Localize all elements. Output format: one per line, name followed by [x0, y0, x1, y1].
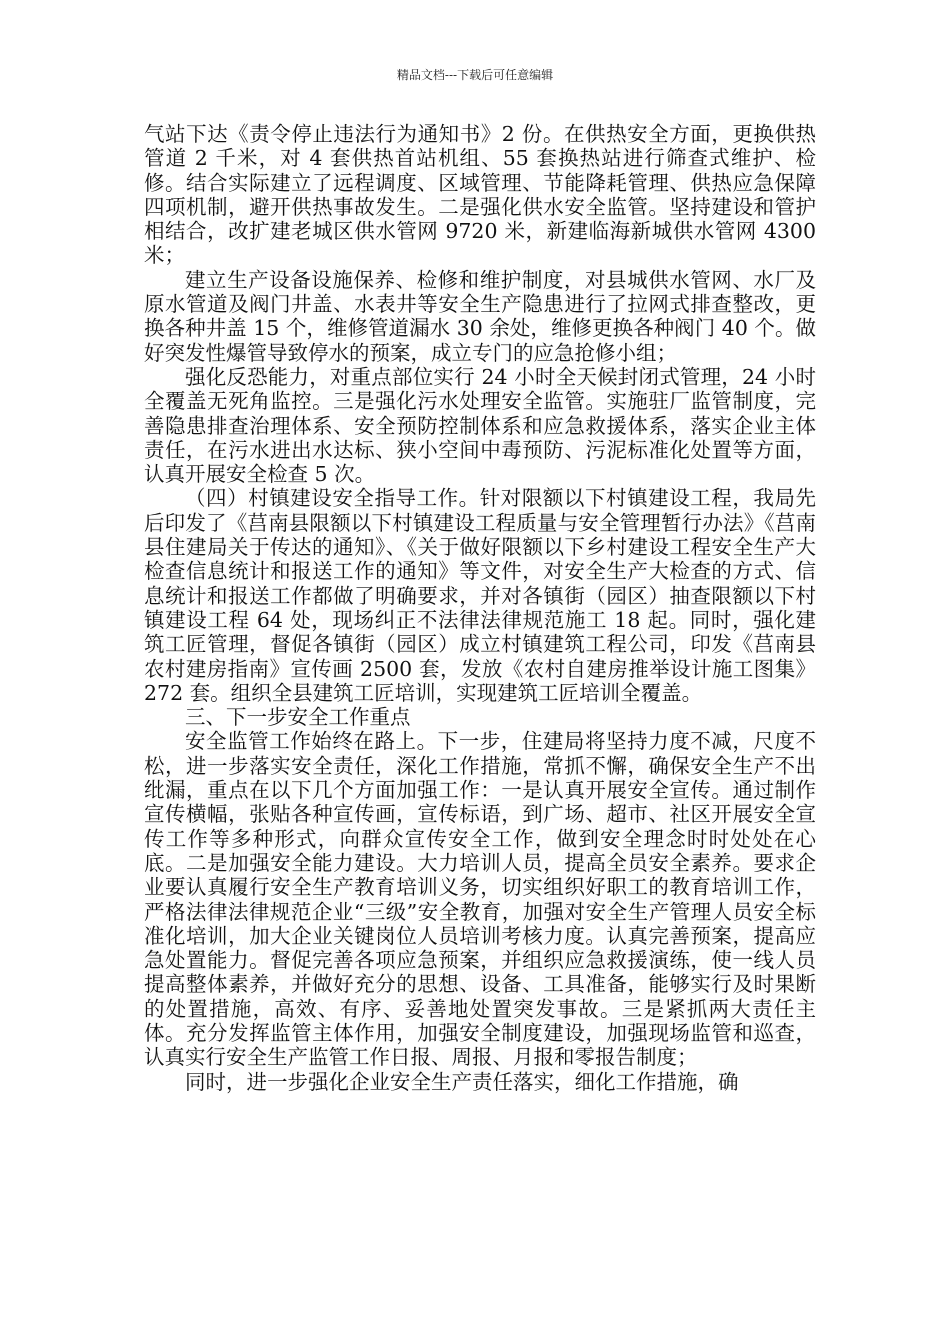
- paragraph-village-construction: （四）村镇建设安全指导工作。针对限额以下村镇建设工程，我局先后印发了《莒南县限额以下村镇建设工程质量与安全管理暂行办法》《莒南县住建局关于传达的通知》、《关于做好限额以下乡村建设工程安全生产大检查信息统计和报送工作的通知》等文件，对安全生产大检查的方式、信息统计和报送工作都做了明确要求，并对各镇街（园区）抽查限额以下村镇建设工程 64 处，现场纠正不法律法律规范施工 18 起。同时，强化建筑工匠管理，督促各镇街（园区）成立村镇建筑工程公司，印发《莒南县农村建房指南》宣传画 2500 套，发放《农村自建房推举设计施工图集》272 套。组织全县建筑工匠培训，实现建筑工匠培训全覆盖。: [144, 486, 816, 705]
- paragraph-equipment-maintenance: 建立生产设备设施保养、检修和维护制度，对县城供水管网、水厂及原水管道及阀门井盖、水表井等安全生产隐患进行了拉网式排查整改，更换各种井盖 15 个，维修管道漏水 30 余处，维修更换各种阀门 40 个。做好突发性爆管导致停水的预案，成立专门的应急抢修小组；: [144, 267, 816, 365]
- paragraph-heating-water-supply: 气站下达《责令停止违法行为通知书》2 份。在供热安全方面，更换供热管道 2 千米，对 4 套供热首站机组、55 套换热站进行筛查式维护、检修。结合实际建立了远程调度、区域管理、节能降耗管理、供热应急保障四项机制，避开供热事故发生。二是强化供水安全监管。坚持建设和管护相结合，改扩建老城区供水管网 9720 米，新建临海新城供水管网 4300 米；: [144, 122, 816, 268]
- document-body: [144, 122, 816, 1094]
- page-header: 精品文档---下载后可任意编辑: [396, 68, 554, 82]
- paragraph-enterprise-responsibility: 同时，进一步强化企业安全生产责任落实，细化工作措施，确: [185, 1069, 739, 1094]
- paragraph-next-steps: 安全监管工作始终在路上。下一步，住建局将坚持力度不减，尺度不松，进一步落实安全责任，深化工作措施，常抓不懈，确保安全生产不出纰漏，重点在以下几个方面加强工作：一是认真开展安全宣传。通过制作宣传横幅，张贴各种宣传画，宣传标语，到广场、超市、社区开展安全宣传工作等多种形式，向群众宣传安全工作，做到安全理念时时处处在心底。二是加强安全能力建设。大力培训人员，提高全员安全素养。要求企业要认真履行安全生产教育培训义务，切实组织好职工的教育培训工作，严格法律法律规范企业“三级”安全教育，加强对安全生产管理人员安全标准化培训，加大企业关键岗位人员培训考核力度。认真完善预案，提高应急处置能力。督促完善各项应急预案，并组织应急救援演练，使一线人员提高整体素养，并做好充分的思想、设备、工具准备，能够实行及时果断的处置措施，高效、有序、妥善地处置突发事故。三是紧抓两大责任主体。充分发挥监管主体作用，加强安全制度建设，加强现场监管和巡查，认真实行安全生产监管工作日报、周报、月报和零报告制度；: [144, 729, 816, 1070]
- section-heading-next-steps: 三、下一步安全工作重点: [185, 705, 411, 730]
- paragraph-anti-terror-sewage: 强化反恐能力，对重点部位实行 24 小时全天候封闭式管理，24 小时全覆盖无死角监控。三是强化污水处理安全监管。实施驻厂监管制度，完善隐患排查治理体系、安全预防控制体系和应急救援体系，落实企业主体责任，在污水进出水达标、狭小空间中毒预防、污泥标准化处置等方面，认真开展安全检查 5 次。: [144, 364, 816, 487]
